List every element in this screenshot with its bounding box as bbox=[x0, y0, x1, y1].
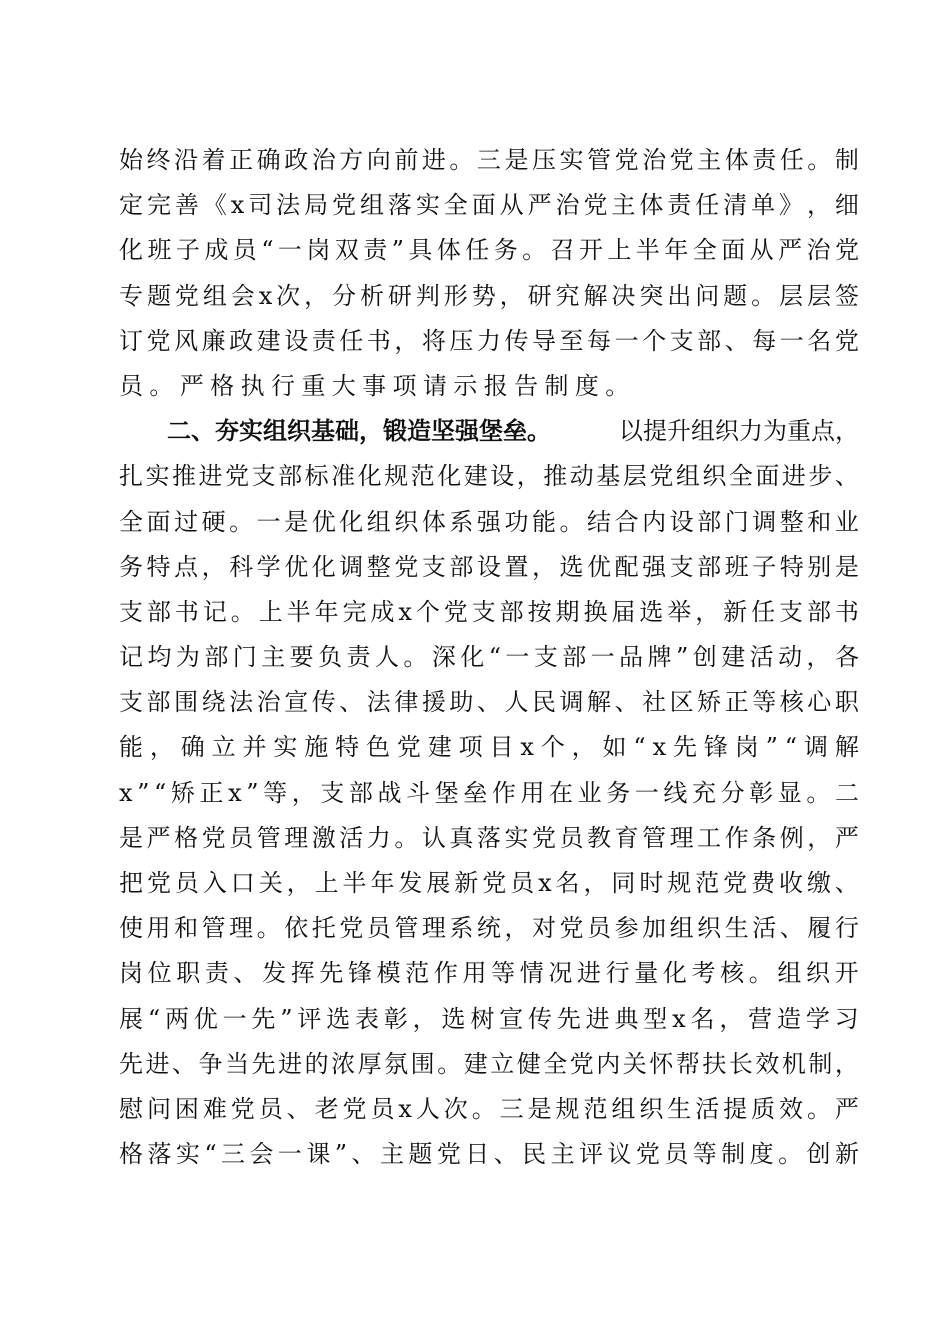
text-line: 使 用 和 管 理 。 依 托 党 员 管 理 系 统 ， 对 党 员 参 加 组 织 生 活 、 履 行 bbox=[119, 914, 859, 943]
text-line: 把 党 员 入 口 关 ， 上 半 年 发 展 新 党 员 x 名 ， 同 时 规 范 党 费 收 缴 、 bbox=[119, 869, 859, 897]
text-line: 先 进 、 争 当 先 进 的 浓 厚 氛 围 。 建 立 健 全 党 内 关 怀 帮 扶 长 效 机 制 ， bbox=[119, 1049, 859, 1078]
section-heading-line bbox=[119, 409, 859, 454]
text-line: 全 面 过 硬 。 一 是 优 化 组 织 体 系 强 功 能 。 结 合 内 设 部 门 调 整 和 业 bbox=[119, 507, 859, 536]
text-line: 员 。 严 格 执 行 重 大 事 项 请 示 报 告 制 度 。 bbox=[119, 371, 630, 400]
section-lead-text: 以提升组织力为重点， bbox=[619, 417, 859, 446]
text-line: 定 完 善 《 x 司 法 局 党 组 落 实 全 面 从 严 治 党 主 体 责 任 清 单 》 ， 细 bbox=[119, 191, 859, 220]
text-line: 支 部 书 记 。 上 半 年 完 成 x 个 党 支 部 按 期 换 届 选 举 ， 新 任 支 部 书 bbox=[119, 597, 859, 626]
text-line: 专 题 党 组 会 x 次 ， 分 析 研 判 形 势 ， 研 究 解 决 突 出 问 题 。 层 层 签 bbox=[119, 281, 859, 310]
text-line: 始 终 沿 着 正 确 政 治 方 向 前 进 。 三 是 压 实 管 党 治 党 主 体 责 任 。 制 bbox=[119, 146, 859, 174]
text-line: 是 严 格 党 员 管 理 激 活 力 。 认 真 落 实 党 员 教 育 管 理 工 作 条 例 ， 严 bbox=[119, 823, 859, 852]
text-line: 化 班 子 成 员 “ 一 岗 双 责 ” 具 体 任 务 。 召 开 上 半 年 全 面 从 严 治 党 bbox=[119, 236, 859, 265]
text-line: 展 “ 两 优 一 先 ” 评 选 表 彰 ， 选 树 宣 传 先 进 典 型 x 名 ， 营 造 学 习 bbox=[119, 1004, 859, 1033]
text-line: x ” “ 矫 正 x ” 等 ， 支 部 战 斗 堡 垒 作 用 在 业 务 一 线 充 分 彰 显 。 二 bbox=[119, 778, 859, 807]
text-line: 格 落 实 “ 三 会 一 课 ” 、 主 题 党 日 、 民 主 评 议 党 员 等 制 度 。 创 新 bbox=[119, 1140, 859, 1169]
body-text bbox=[119, 138, 859, 1177]
text-line: 能 ， 确 立 并 实 施 特 色 党 建 项 目 x 个 ， 如 “ x 先 锋 岗 ” “ 调 解 bbox=[119, 733, 859, 762]
text-line: 扎 实 推 进 党 支 部 标 准 化 规 范 化 建 设 ， 推 动 基 层 党 组 织 全 面 进 步 、 bbox=[119, 462, 859, 491]
section-heading: 二、夯实组织基础，锻造坚强堡垒。 bbox=[167, 417, 551, 446]
text-line: 岗 位 职 责 、 发 挥 先 锋 模 范 作 用 等 情 况 进 行 量 化 考 核 。 组 织 开 bbox=[119, 959, 859, 988]
text-line: 订 党 风 廉 政 建 设 责 任 书 ， 将 压 力 传 导 至 每 一 个 支 部 、 每 一 名 党 bbox=[119, 326, 859, 355]
text-line: 务 特 点 ， 科 学 优 化 调 整 党 支 部 设 置 ， 选 优 配 强 支 部 班 子 特 别 是 bbox=[119, 552, 859, 581]
text-line: 慰 问 困 难 党 员 、 老 党 员 x 人 次 。 三 是 规 范 组 织 生 活 提 质 效 。 严 bbox=[119, 1094, 859, 1123]
text-line: 记 均 为 部 门 主 要 负 责 人 。 深 化 “ 一 支 部 一 品 牌 ” 创 建 活 动 ， 各 bbox=[119, 643, 859, 672]
text-line: 支 部 围 绕 法 治 宣 传 、 法 律 援 助 、 人 民 调 解 、 社 区 矫 正 等 核 心 职 bbox=[119, 688, 859, 717]
